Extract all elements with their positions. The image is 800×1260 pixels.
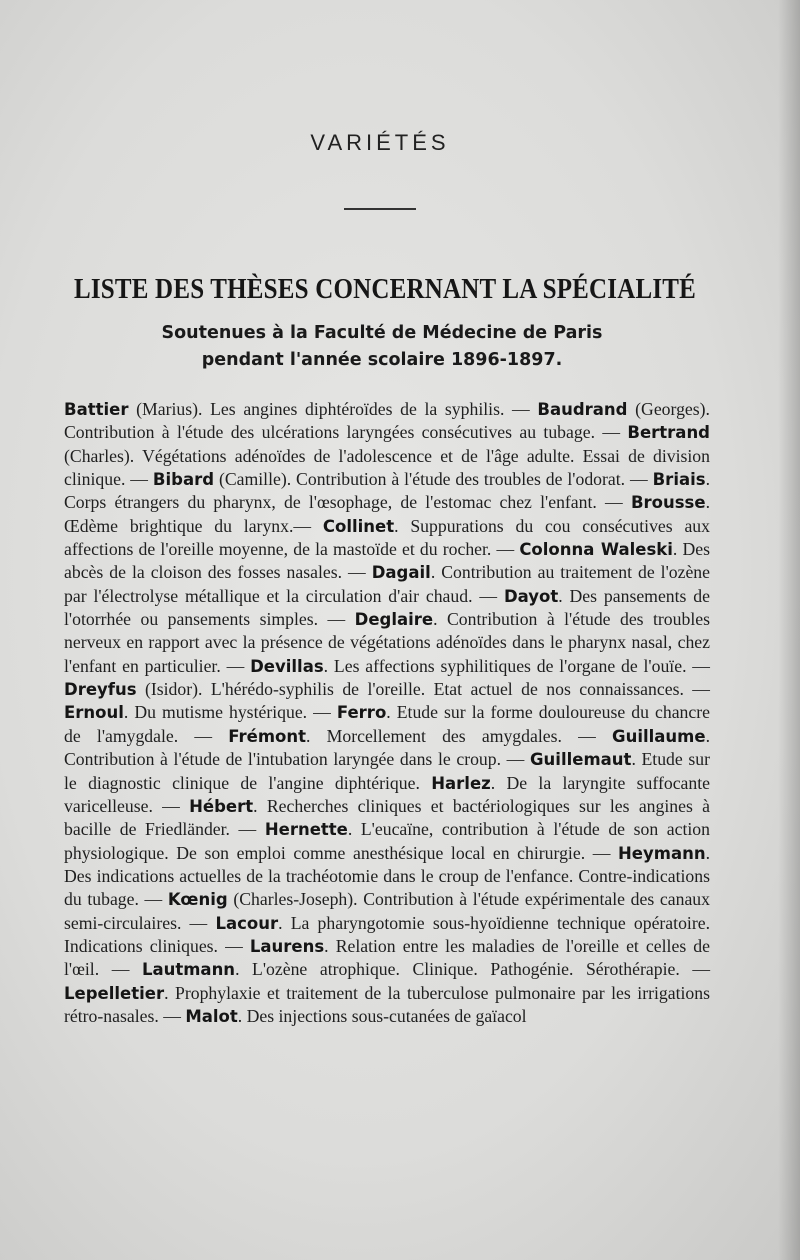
- thesis-description: . De la laryngite suffocante varicelleuse. —: [64, 772, 710, 816]
- thesis-author-name: Baudrand: [537, 400, 628, 419]
- thesis-description: (Charles). Végétations adénoïdes de l'adolescence et de l'âge adulte. Essai de division clinique. —: [64, 445, 710, 490]
- thesis-description: . Etude sur le diagnostic clinique de l'angine diphtérique.: [64, 749, 711, 793]
- thesis-author-name: Harlez: [431, 773, 491, 793]
- thesis-author-name: Ferro: [336, 703, 387, 723]
- thesis-description: (Isidor). L'hérédo-syphilis de l'oreille. Etat actuel de nos connaissances. —: [136, 679, 710, 700]
- thesis-author-name: Hébert: [189, 796, 254, 816]
- thesis-description: . Recherches cliniques et bactériologiques sur les angines à bacille de Friedländer. —: [64, 795, 710, 840]
- thesis-description: . Relation entre les maladies de l'oreille et celles de l'œil. —: [64, 935, 710, 980]
- thesis-author-name: Bertrand: [627, 423, 710, 443]
- thesis-author-name: Devillas: [250, 656, 324, 676]
- thesis-author-name: Collinet: [322, 516, 395, 536]
- thesis-author-name: Bibard: [152, 470, 215, 490]
- thesis-description: . Des injections sous-cutanées de gaïacol: [237, 1005, 527, 1026]
- thesis-author-name: Colonna Waleski: [519, 540, 673, 560]
- thesis-author-name: Kœnig: [167, 890, 228, 910]
- thesis-author-name: Guillaume: [612, 726, 706, 746]
- thesis-description: . Corps étrangers du pharynx, de l'œsophage, de l'estomac chez l'enfant. —: [64, 469, 711, 513]
- thesis-description: . Contribution à l'étude de l'intubation laryngée dans le croup. —: [64, 725, 710, 770]
- thesis-description: . Contribution au traitement de l'ozène par l'électrolyse métallique et la circulation d'air chaud. —: [64, 562, 710, 606]
- title-divider: [344, 208, 416, 210]
- thesis-description: . Contribution à l'étude des troubles nerveux en rapport avec la présence de végétations adénoïdes dans le pharynx nasal, chez l'enfant en particulier. —: [64, 609, 710, 676]
- thesis-description: . Etude sur la forme douloureuse du chancre de l'amygdale. —: [64, 702, 710, 746]
- thesis-description: . Morcellement des amygdales. —: [306, 725, 613, 746]
- thesis-description: . Des abcès de la cloison des fosses nasales. —: [64, 539, 710, 583]
- thesis-author-name: Ernoul: [64, 703, 124, 723]
- thesis-description: . Les affections syphilitiques de l'organe de l'ouïe. —: [323, 655, 710, 676]
- thesis-author-name: Frémont: [228, 726, 307, 746]
- thesis-author-name: Briais: [652, 470, 706, 490]
- thesis-description: . La pharyngotomie sous-hyoïdienne technique opératoire. Indications cliniques. —: [64, 912, 710, 956]
- thesis-author-name: Hernette: [264, 820, 348, 840]
- thesis-author-name: Malot: [185, 1006, 238, 1026]
- section-title: VARIÉTÉS: [310, 130, 450, 155]
- thesis-description: (Camille). Contribution à l'étude des troubles de l'odorat. —: [214, 469, 653, 490]
- thesis-author-name: Deglaire: [354, 610, 434, 630]
- thesis-description: (Charles-Joseph). Contribution à l'étude expérimentale des canaux semi-circulaires. —: [64, 889, 710, 933]
- thesis-list-paragraph: [64, 398, 710, 1028]
- thesis-author-name: Heymann: [618, 843, 706, 863]
- page-edge-shadow: [778, 0, 800, 1260]
- thesis-description: (Georges). Contribution à l'étude des ulcérations laryngées consécutives au tubage. —: [64, 399, 710, 443]
- main-title: LISTE DES THÈSES CONCERNANT LA SPÉCIALITÉ: [73, 274, 697, 306]
- thesis-description: . L'ozène atrophique. Clinique. Pathogénie. Sérothérapie. —: [235, 959, 711, 980]
- thesis-author-name: Lepelletier: [64, 983, 165, 1003]
- thesis-description: . L'eucaïne, contribution à l'étude de son action physiologique. De son emploi comme anesthésique local en chirurgie. —: [64, 819, 710, 863]
- thesis-author-name: Lautmann: [141, 960, 236, 980]
- thesis-description: . Prophylaxie et traitement de la tuberculose pulmonaire par les irrigations rétro-nasales. —: [64, 982, 710, 1026]
- subtitle-line-2: pendant l'année scolaire 1896-1897.: [201, 350, 563, 370]
- thesis-author-name: Dayot: [503, 586, 559, 606]
- thesis-description: . Des pansements de l'otorrhée ou pansements simples. —: [64, 585, 710, 630]
- thesis-author-name: Dreyfus: [64, 680, 137, 700]
- thesis-author-name: Brousse: [630, 493, 706, 513]
- thesis-description: . Des indications actuelles de la trachéotomie dans le croup de l'enfance. Contre-indications du tubage. —: [64, 842, 710, 910]
- thesis-description: . Suppurations du cou consécutives aux affections de l'oreille moyenne, de la mastoïde et du rocher. —: [64, 515, 710, 560]
- subtitle-line-1: Soutenues à la Faculté de Médecine de Paris: [161, 323, 603, 343]
- thesis-author-name: Lacour: [215, 913, 279, 933]
- thesis-author-name: Battier: [64, 400, 129, 419]
- thesis-description: . Œdème brightique du larynx.—: [64, 492, 710, 536]
- thesis-description: (Marius). Les angines diphtéroïdes de la syphilis. —: [128, 399, 538, 419]
- thesis-author-name: Laurens: [249, 936, 325, 956]
- thesis-author-name: Dagail: [371, 563, 431, 583]
- thesis-author-name: Guillemaut: [530, 750, 632, 770]
- thesis-description: . Du mutisme hystérique. —: [123, 702, 337, 723]
